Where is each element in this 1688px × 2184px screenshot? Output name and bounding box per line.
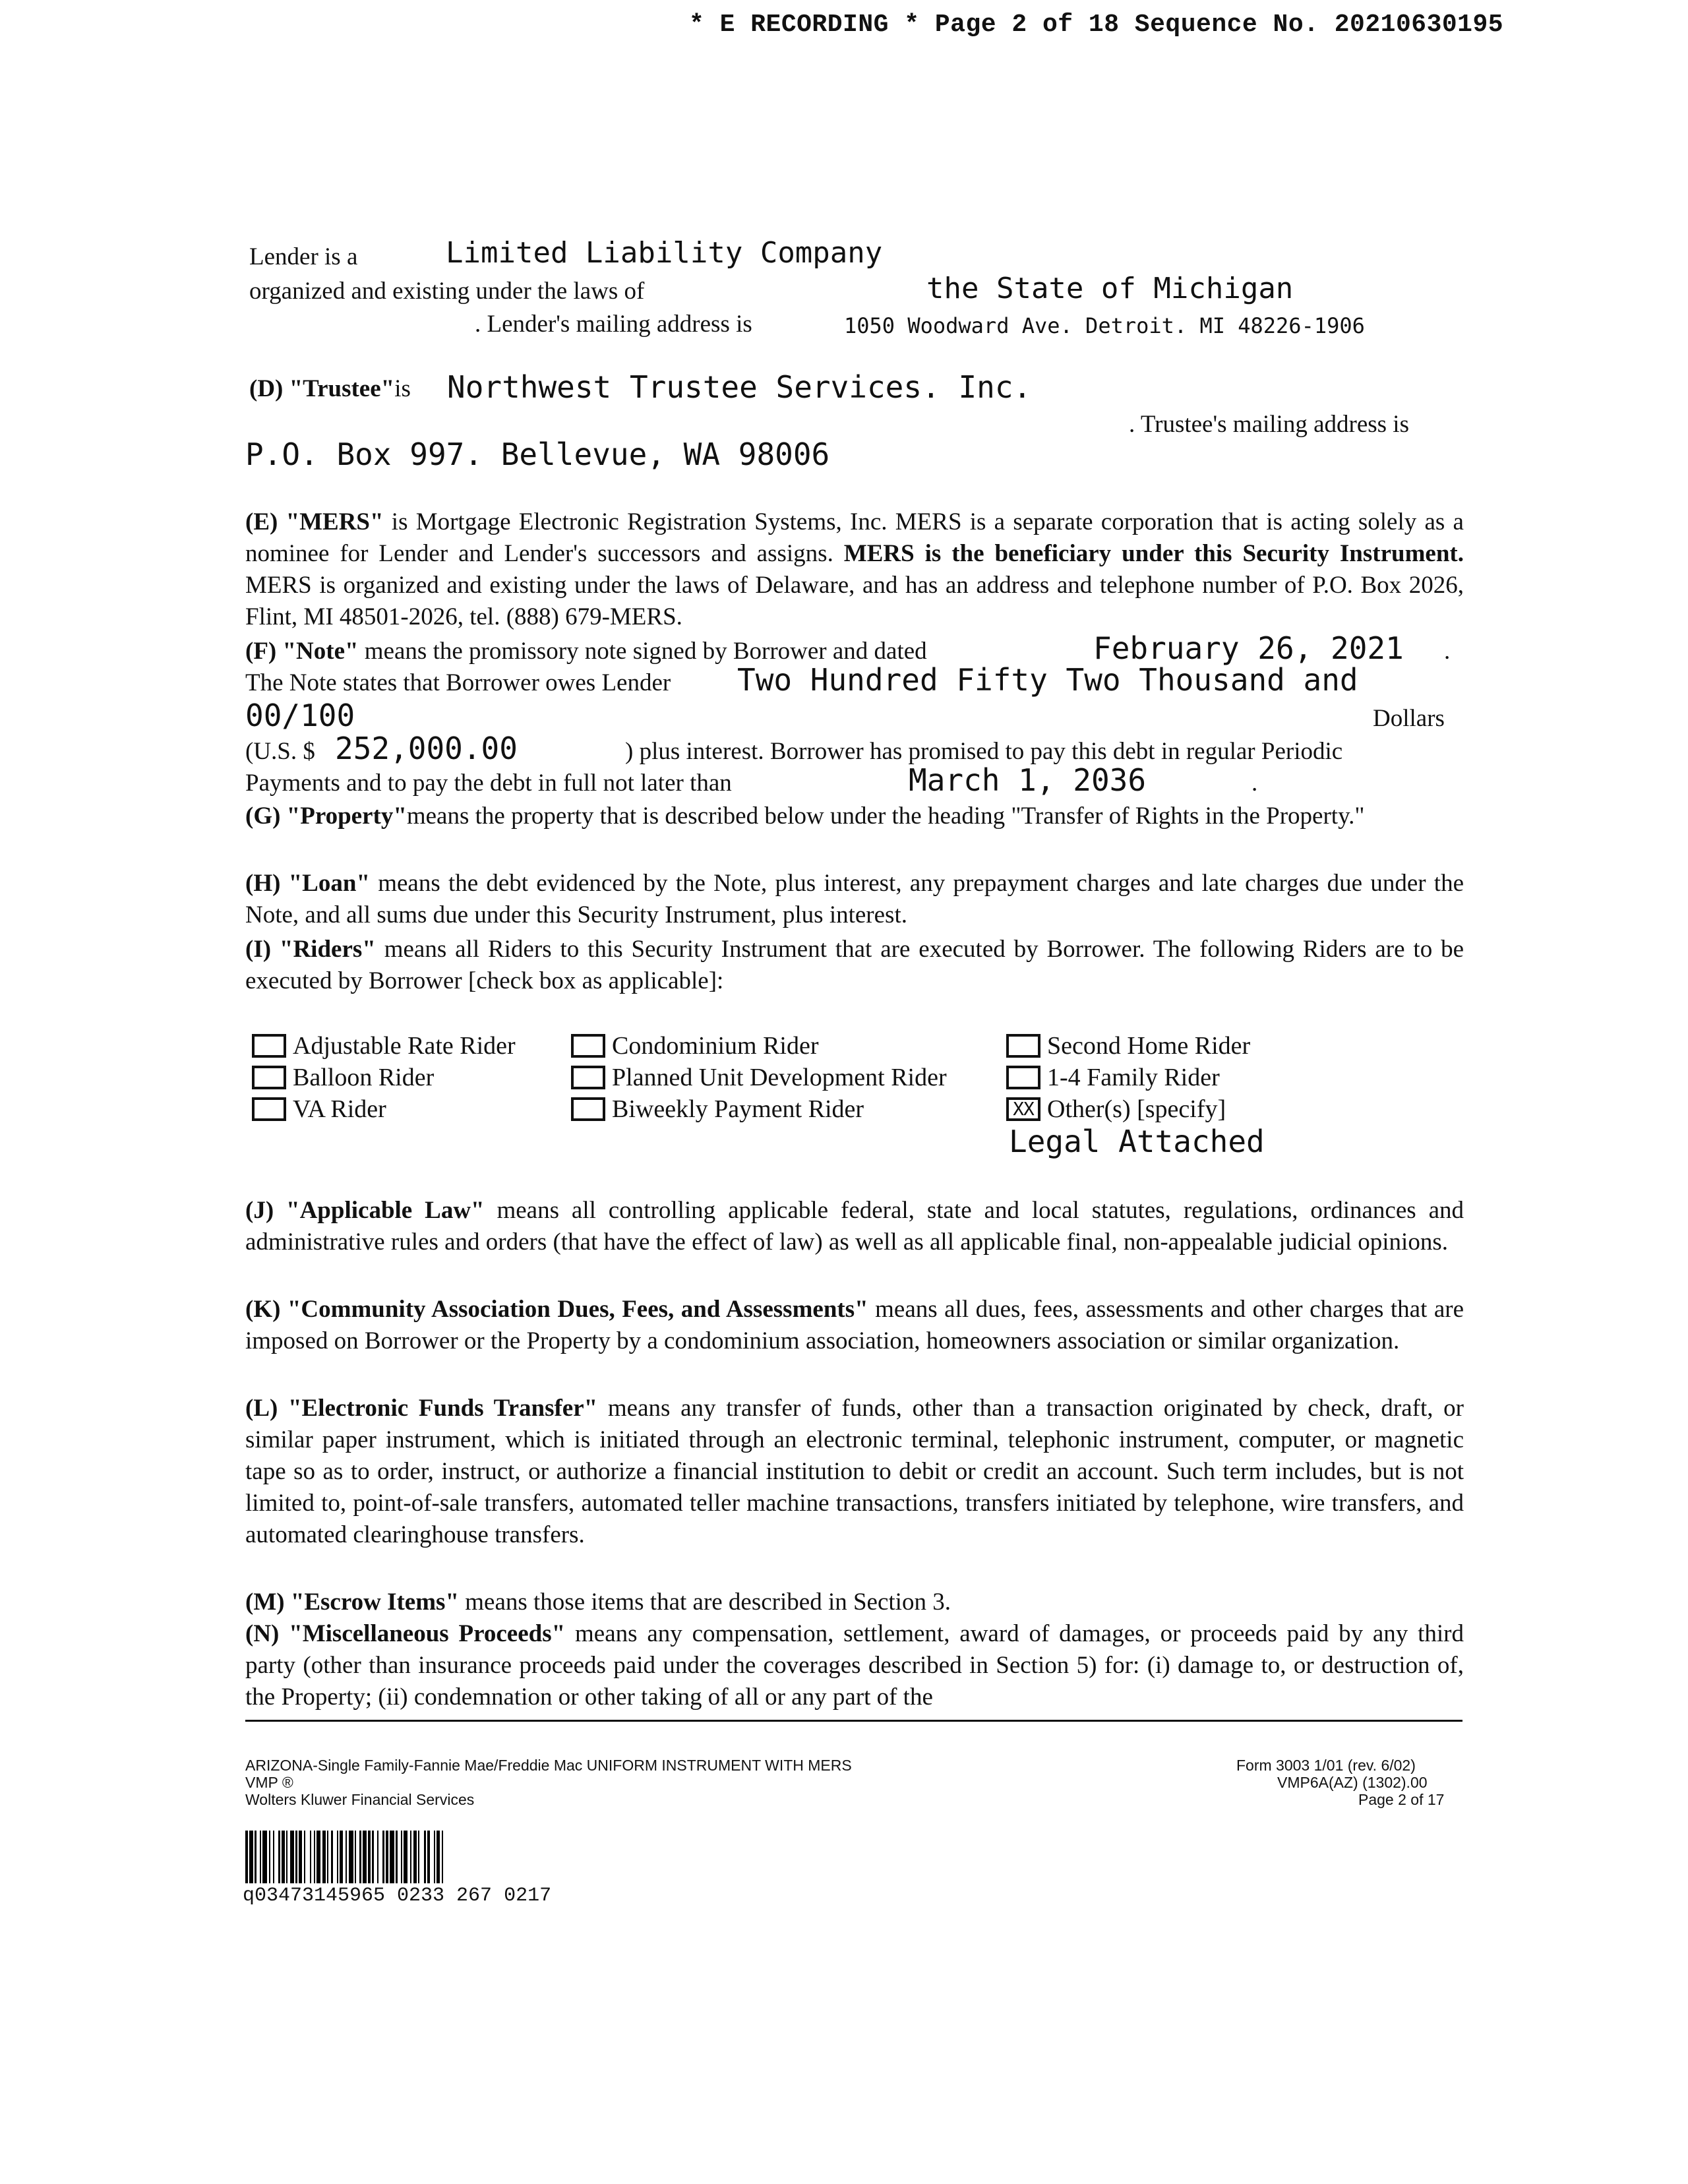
note-amount-words-2: 00/100 <box>245 698 355 733</box>
property-text: means the property that is described below under the heading "Transfer of Rights in the Property." <box>406 803 1365 830</box>
rider-va <box>252 1093 386 1125</box>
trustee-label: (D) "Trustee" <box>249 375 395 402</box>
lender-organized-label: organized and existing under the laws of <box>249 278 645 305</box>
trustee-mailing-label: . Trustee's mailing address is <box>1129 411 1409 438</box>
mers-paragraph <box>245 506 1464 633</box>
barcode-bar <box>249 1831 253 1883</box>
rider-planned-unit-development <box>571 1062 947 1093</box>
barcode-bar <box>368 1831 371 1883</box>
barcode-bar <box>390 1831 394 1883</box>
barcode-bar <box>372 1831 374 1883</box>
rider-label: Adjustable Rate Rider <box>293 1032 516 1060</box>
barcode-number: q03473145965 0233 267 0217 <box>243 1885 552 1907</box>
barcode-bar <box>424 1831 426 1883</box>
rider-checkbox[interactable] <box>252 1034 286 1058</box>
mers-text-2: MERS is organized and existing under the laws of Delaware, and has an address and telephone number of P.O. Box 2026, Flint, MI 48501-2026, tel. (888) 679-MERS. <box>245 572 1464 630</box>
property-label: (G) "Property" <box>245 803 407 830</box>
barcode-bar <box>245 1831 248 1883</box>
barcode-bar <box>255 1831 256 1883</box>
barcode-bar <box>260 1831 261 1883</box>
miscellaneous-proceeds-paragraph <box>245 1618 1464 1713</box>
barcode-bar <box>355 1831 356 1883</box>
barcode-bar <box>437 1831 440 1883</box>
barcode-bar <box>359 1831 361 1883</box>
loan-text: means the debt evidenced by the Note, plus interest, any prepayment charges and late charges due under the Note, and all sums due under this Security Instrument, plus interest. <box>245 870 1464 928</box>
note-us-label: (U.S. $ <box>245 738 315 765</box>
barcode-bar <box>299 1831 302 1883</box>
barcode-bar <box>349 1831 353 1883</box>
rider-checkbox[interactable] <box>571 1034 605 1058</box>
note-dollars-label: Dollars <box>1373 705 1445 732</box>
barcode-bar <box>290 1831 294 1883</box>
recording-header: * E RECORDING * Page 2 of 18 Sequence No. 20210630195 <box>689 11 1504 39</box>
rider-biweekly-payment <box>571 1093 864 1125</box>
eft-text: means any transfer of funds, other than a transaction originated by check, draft, or similar paper instrument, which is initiated through an electronic terminal, telephonic instrument, computer, or magnetic tape so as to order, instruct, or authorize a financial institution to debit or credit an account. Such term includes, but is not limited to, point-of-sale transfers, automated teller machine transactions, transfers initiated by telephone, wire transfers, and automated clearinghouse transfers. <box>245 1395 1464 1548</box>
note-owes-label: The Note states that Borrower owes Lender <box>245 669 671 696</box>
note-maturity-value: March 1, 2036 <box>909 762 1147 798</box>
riders-text: means all Riders to this Security Instrument that are executed by Borrower. The following Riders are to be executed by Borrower [check box as applicable]: <box>245 936 1464 994</box>
barcode-bar <box>286 1831 287 1883</box>
barcode-bar <box>434 1831 435 1883</box>
rider-label: Other(s) [specify] <box>1047 1095 1226 1123</box>
footer-page-number: Page 2 of 17 <box>1358 1791 1445 1808</box>
rider-label: VA Rider <box>293 1095 386 1123</box>
note-text: means the promissory note signed by Borrower and dated <box>364 638 927 665</box>
barcode-bar <box>346 1831 347 1883</box>
footer-vmp-code: VMP6A(AZ) (1302).00 <box>1277 1774 1428 1791</box>
property-paragraph <box>245 801 1464 832</box>
escrow-items-label: (M) "Escrow Items" <box>245 1589 459 1616</box>
rider-second-home <box>1006 1030 1250 1062</box>
barcode-bar <box>316 1831 320 1883</box>
barcode-bar <box>314 1831 315 1883</box>
trustee-address-value: P.O. Box 997. Bellevue, WA 98006 <box>245 437 830 472</box>
rider-others <box>1006 1093 1226 1125</box>
footer-form-title: ARIZONA-Single Family-Fannie Mae/Freddie Mac UNIFORM INSTRUMENT WITH MERS <box>245 1757 852 1774</box>
barcode-bar <box>322 1831 326 1883</box>
barcode-bar <box>377 1831 378 1883</box>
rider-adjustable-rate <box>252 1030 516 1062</box>
miscellaneous-proceeds-text: means any compensation, settlement, award of damages, or proceeds paid by any third party (other than insurance proceeds paid under the coverages described in Section 5) for: (i) damage to, or destruction of, the Property; (ii) condemnation or other taking of all or any part of the <box>245 1620 1464 1711</box>
barcode-bar <box>410 1831 411 1883</box>
barcode-bar <box>418 1831 419 1883</box>
lender-address-value: 1050 Woodward Ave. Detroit. MI 48226-1906 <box>844 313 1365 338</box>
trustee-name-value: Northwest Trustee Services. Inc. <box>447 369 1032 405</box>
note-date-value: February 26, 2021 <box>1093 630 1404 666</box>
barcode-bar <box>282 1831 285 1883</box>
eft-paragraph <box>245 1393 1464 1551</box>
rider-checkbox[interactable] <box>252 1066 286 1089</box>
rider-checkbox[interactable] <box>252 1097 286 1121</box>
note-maturity-period: . <box>1251 770 1258 797</box>
barcode-bar <box>363 1831 367 1883</box>
riders-label: (I) "Riders" <box>245 936 376 963</box>
rider-label: Balloon Rider <box>293 1064 435 1091</box>
note-payments-label: Payments and to pay the debt in full not later than <box>245 770 732 797</box>
barcode-bar <box>304 1831 305 1883</box>
footer-form-number: Form 3003 1/01 (rev. 6/02) <box>1236 1757 1416 1774</box>
rider-checkbox[interactable] <box>1006 1066 1040 1089</box>
lender-is-label: Lender is a <box>249 243 358 270</box>
applicable-law-text: means all controlling applicable federal, state and local statutes, regulations, ordinances and administrative rules and orders (that have the effect of law) as well as all applicable final, non-appealable judicial opinions. <box>245 1197 1464 1256</box>
community-association-label: (K) "Community Association Dues, Fees, and Assessments" <box>245 1296 868 1323</box>
lender-jurisdiction-value: the State of Michigan <box>926 272 1294 305</box>
barcode-bar <box>310 1831 311 1883</box>
rider-label: Biweekly Payment Rider <box>612 1095 864 1123</box>
lender-type-value: Limited Liability Company <box>446 236 883 270</box>
trustee-label-line <box>249 373 411 405</box>
rider-label: Second Home Rider <box>1047 1032 1251 1060</box>
rider-checkbox[interactable] <box>1006 1034 1040 1058</box>
note-label: (F) "Note" <box>245 638 359 665</box>
trustee-is: is <box>394 375 411 402</box>
loan-paragraph <box>245 868 1464 931</box>
barcode-bar <box>386 1831 388 1883</box>
mers-label: (E) "MERS" <box>245 508 384 535</box>
escrow-items-text: means those items that are described in Section 3. <box>459 1589 951 1616</box>
escrow-items-paragraph <box>245 1587 1464 1618</box>
barcode <box>245 1831 713 1883</box>
loan-label: (H) "Loan" <box>245 870 370 897</box>
rider-1-4-family <box>1006 1062 1220 1093</box>
rider-label: Condominium Rider <box>612 1032 819 1060</box>
rider-checkbox[interactable] <box>571 1097 605 1121</box>
rider-checkbox-checked[interactable]: XX <box>1006 1097 1040 1121</box>
barcode-bar <box>262 1831 267 1883</box>
note-plus-interest-text: ) plus interest. Borrower has promised to pay this debt in regular Periodic <box>625 738 1343 765</box>
barcode-bar <box>269 1831 270 1883</box>
note-amount-value: 252,000.00 <box>335 731 518 766</box>
barcode-bar <box>278 1831 280 1883</box>
eft-label: (L) "Electronic Funds Transfer" <box>245 1395 598 1422</box>
miscellaneous-proceeds-label: (N) "Miscellaneous Proceeds" <box>245 1620 566 1647</box>
rider-label: 1-4 Family Rider <box>1047 1064 1220 1091</box>
note-date-period: . <box>1444 638 1451 665</box>
community-association-text: means all dues, fees, assessments and other charges that are imposed on Borrower or the Property by a condominium association, homeowners association or similar organization. <box>245 1296 1464 1354</box>
barcode-bar <box>295 1831 297 1883</box>
riders-paragraph <box>245 934 1464 997</box>
barcode-bar <box>413 1831 417 1883</box>
barcode-bar <box>273 1831 274 1883</box>
applicable-law-label: (J) "Applicable Law" <box>245 1197 485 1224</box>
community-association-paragraph <box>245 1294 1464 1357</box>
barcode-bar <box>340 1831 343 1883</box>
rider-balloon <box>252 1062 434 1093</box>
barcode-bar <box>382 1831 384 1883</box>
barcode-bar <box>396 1831 398 1883</box>
rider-checkbox[interactable] <box>571 1066 605 1089</box>
rider-other-specify-value: Legal Attached <box>1009 1124 1265 1159</box>
barcode-bar <box>327 1831 328 1883</box>
applicable-law-paragraph <box>245 1195 1464 1258</box>
barcode-bar <box>337 1831 338 1883</box>
barcode-bar <box>427 1831 430 1883</box>
mers-text-1: is Mortgage Electronic Registration Systems, Inc. MERS is a separate corporation that is acting solely as a nominee for Lender and Lender's successors and assigns. <box>245 508 1464 567</box>
rider-condominium <box>571 1030 819 1062</box>
footer-vmp: VMP ® <box>245 1774 293 1791</box>
barcode-bar <box>404 1831 407 1883</box>
barcode-bar <box>331 1831 333 1883</box>
note-amount-words-1: Two Hundred Fifty Two Thousand and <box>737 662 1358 698</box>
footer-rule <box>245 1720 1462 1722</box>
rider-label: Planned Unit Development Rider <box>612 1064 947 1091</box>
lender-mailing-label: . Lender's mailing address is <box>475 311 752 338</box>
mers-beneficiary-text: MERS is the beneficiary under this Security Instrument. <box>843 540 1464 567</box>
barcode-bar <box>442 1831 443 1883</box>
barcode-bar <box>401 1831 402 1883</box>
footer-publisher: Wolters Kluwer Financial Services <box>245 1791 475 1808</box>
